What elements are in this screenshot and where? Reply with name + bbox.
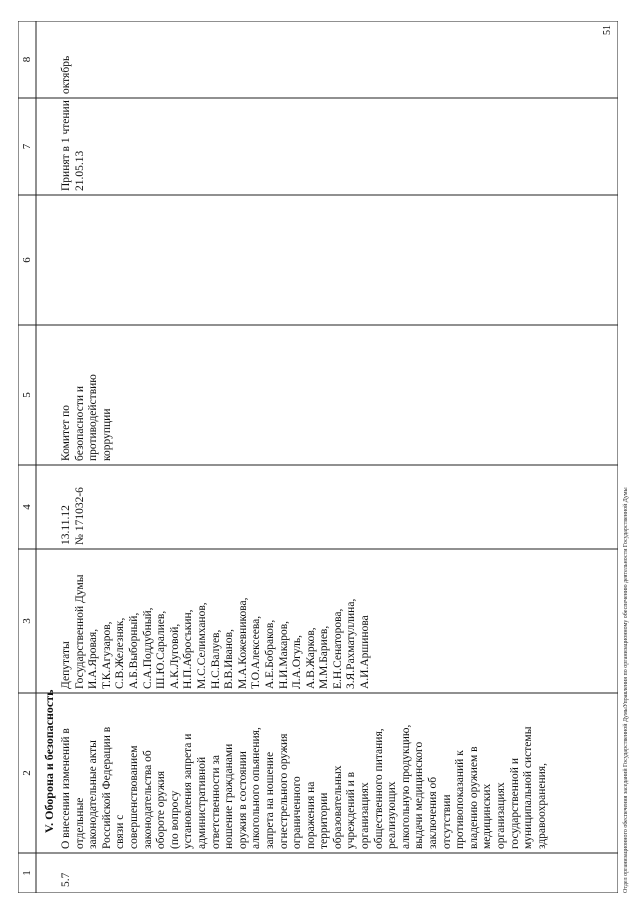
text-line: М.М.Бариев, — [318, 625, 331, 689]
registration-info — [60, 487, 87, 545]
section-title: V. Оборона и безопасность — [42, 689, 56, 833]
text-line: № 171032-6 — [73, 487, 86, 545]
text-line: организациях — [359, 782, 372, 849]
bill-status — [60, 100, 87, 191]
col-header-4: 4 — [21, 504, 33, 510]
col-header-8: 8 — [21, 56, 33, 63]
bill-authors — [60, 575, 373, 690]
text-line: С.В.Железняк, — [114, 617, 127, 689]
text-line: заключения об — [427, 776, 440, 849]
text-line: оружия в состоянии — [236, 751, 249, 849]
col-header-3: 3 — [21, 618, 33, 624]
text-line: С.А.Поддубный, — [141, 607, 154, 689]
text-line: Депутаты — [60, 641, 72, 689]
text-line: муниципальной системы — [522, 726, 535, 849]
text-line: З.Я.Рахматуллина, — [345, 598, 358, 689]
planned-month — [60, 56, 74, 94]
text-line: выдачи медицинского — [413, 741, 426, 849]
page-footer — [622, 487, 630, 893]
text-line: реализующих — [386, 781, 399, 849]
text-line: Ш.Ю.Саралиев, — [155, 610, 168, 689]
text-line: Принят в 1 чтении — [60, 100, 72, 191]
text-line: октябрь — [60, 55, 72, 94]
text-line: обороте оружия — [155, 770, 168, 849]
text-line: общественного питания, — [372, 728, 385, 849]
text-line: Л.А.Огуль, — [291, 635, 304, 689]
text-line: установления запрета и — [182, 733, 195, 849]
text-line: Управления по организационному обеспечению деятельности Государственной Думы — [623, 487, 629, 708]
col-header-2: 2 — [21, 770, 33, 776]
text-line: безопасности и — [73, 385, 86, 461]
text-line: отдельные — [73, 797, 86, 849]
text-line: ограниченного — [291, 776, 304, 849]
text-line: государственной и — [508, 758, 521, 849]
row-number: 5.7 — [60, 872, 72, 887]
text-line: В.В.Иванов, — [223, 629, 236, 689]
text-line: И.А.Яровая, — [87, 628, 100, 689]
text-line: алкогольную продукцию, — [399, 724, 412, 849]
text-line: А.В.Жарков, — [304, 627, 317, 689]
text-line: административной — [195, 756, 208, 849]
text-line: алкогольного опьянения, — [250, 727, 263, 849]
text-line: Н.И.Макаров, — [277, 620, 290, 689]
text-line: ношение гражданами — [223, 743, 236, 849]
text-line: А.И.Аршинова — [359, 615, 372, 689]
text-line: (по вопросу — [168, 790, 181, 849]
text-line: М.С.Селимханов, — [195, 602, 208, 689]
responsible-committee — [60, 374, 114, 461]
legislation-table — [18, 21, 618, 893]
text-line: совершенствованием — [127, 745, 140, 849]
text-line: Комитет по — [60, 405, 72, 461]
text-line: О внесении изменений в — [60, 728, 72, 849]
text-line: Российской Федерации в — [100, 726, 113, 849]
col-header-5: 5 — [21, 392, 33, 398]
text-line: 21.05.13 — [73, 150, 86, 191]
text-line: запрета на ношение — [263, 751, 276, 849]
text-line: организациях — [495, 782, 507, 849]
text-line: медицинских — [481, 783, 494, 849]
text-line: Н.С.Валуев, — [209, 629, 222, 689]
text-line: А.К.Луговой, — [168, 623, 181, 689]
text-line: А.Б.Выборный, — [127, 612, 140, 689]
text-line: Е.Н.Сенаторова, — [331, 608, 344, 689]
text-line: учреждений и в — [345, 771, 358, 849]
text-line: связи с — [114, 814, 127, 849]
text-line: Т.К.Агузаров, — [100, 621, 113, 689]
text-line: территории — [318, 792, 331, 849]
text-line: М.А.Кожевникова, — [236, 597, 249, 689]
text-line: противодействию — [87, 374, 100, 461]
text-line: Т.О.Алексеева, — [250, 615, 263, 689]
text-line: отсутствии — [440, 794, 453, 849]
col-header-7: 7 — [21, 143, 33, 150]
text-line: здравоохранения, — [535, 763, 548, 849]
page-number: 51 — [602, 25, 613, 35]
text-line: Н.П.Абросъкин, — [182, 609, 195, 689]
text-line: Отдел организационного обеспечения заседаний Государственной Думы — [623, 707, 629, 893]
text-line: владению оружием в — [467, 746, 480, 849]
text-line: огнестрельного оружия — [277, 733, 290, 849]
text-line: ответственности за — [209, 754, 222, 849]
text-line: Государственной Думы — [73, 574, 86, 689]
col-header-6: 6 — [21, 257, 33, 263]
col-header-1: 1 — [21, 870, 33, 876]
text-line: законодательные акты — [87, 740, 100, 849]
text-line: А.Е.Бобраков, — [263, 619, 276, 689]
text-line: поражения на — [304, 781, 317, 849]
text-line: образовательных — [331, 765, 344, 849]
text-line: коррупции — [100, 408, 113, 461]
text-line: законодательства об — [141, 750, 154, 849]
bill-title — [60, 725, 549, 849]
text-line: 13.11.12 — [60, 505, 72, 545]
text-line: противопоказаний к — [454, 750, 467, 849]
